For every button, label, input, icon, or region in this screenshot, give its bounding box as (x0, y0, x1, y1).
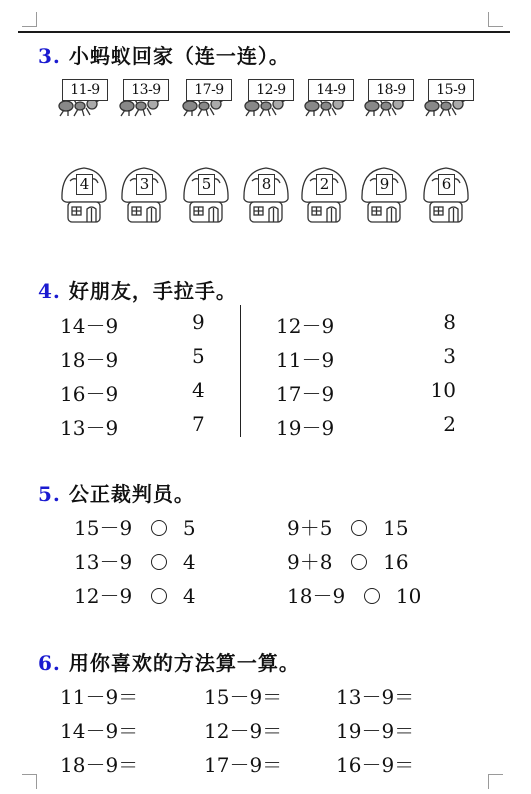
ant-card[interactable] (117, 76, 173, 116)
section-number: 5. (38, 482, 61, 506)
compare-row (287, 580, 421, 609)
section-title-text: 用你喜欢的方法算一算。 (68, 651, 300, 675)
house-number: 3 (136, 174, 153, 195)
mushroom-house[interactable] (118, 165, 170, 227)
house-number: 8 (258, 174, 275, 195)
section-number: 3. (38, 44, 61, 68)
compare-circle-blank[interactable] (351, 520, 367, 536)
ant-expression: 11-9 (62, 79, 108, 101)
compare-left-expr: 13－9 (74, 550, 133, 574)
header-rule (18, 31, 510, 33)
compare-row (74, 546, 196, 575)
compare-row (74, 512, 196, 541)
match-right-expr: 19－9 (276, 416, 335, 440)
match-right-expr: 17－9 (276, 382, 335, 406)
compare-right-value: 10 (395, 584, 422, 608)
compare-circle-blank[interactable] (151, 520, 167, 536)
section-6-title (38, 647, 300, 676)
mushroom-house[interactable] (358, 165, 410, 227)
compare-left-expr: 9＋8 (287, 550, 333, 574)
mushroom-house[interactable] (420, 165, 472, 227)
ant-card[interactable] (56, 76, 112, 116)
column-divider (240, 305, 241, 437)
compare-left-expr: 15－9 (74, 516, 133, 540)
compare-row (287, 512, 409, 541)
section-title-text: 公正裁判员。 (68, 482, 195, 506)
section-title-text: 小蚂蚁回家（连一连）。 (68, 44, 290, 68)
house-number: 4 (76, 174, 93, 195)
calc-item: 15－9＝ (204, 685, 283, 709)
section-5-title (38, 478, 195, 507)
calc-item: 14－9＝ (60, 719, 139, 743)
crop-mark-top-left (22, 12, 37, 27)
calc-item: 19－9＝ (336, 719, 415, 743)
match-right-expr: 12－9 (276, 314, 335, 338)
match-left-value: 4 (192, 378, 205, 402)
calc-item: 18－9＝ (60, 753, 139, 777)
match-left-expr: 14－9 (60, 314, 119, 338)
house-number: 2 (316, 174, 333, 195)
ant-expression: 18-9 (368, 79, 414, 101)
match-right-value: 10 (430, 378, 456, 402)
match-left-value: 7 (192, 412, 205, 436)
calc-item: 11－9＝ (60, 685, 139, 709)
match-left-expr: 13－9 (60, 416, 119, 440)
mushroom-house[interactable] (180, 165, 232, 227)
match-right-value: 2 (443, 412, 456, 436)
calc-item: 13－9＝ (336, 685, 415, 709)
compare-right-value: 16 (383, 550, 409, 574)
crop-mark-bottom-left (22, 774, 37, 789)
house-number: 6 (438, 174, 455, 195)
ant-card[interactable] (242, 76, 298, 116)
calc-item: 12－9＝ (204, 719, 283, 743)
calc-item: 16－9＝ (336, 753, 415, 777)
crop-mark-top-right (488, 12, 503, 27)
match-left-value: 9 (192, 310, 205, 334)
mushroom-house[interactable] (298, 165, 350, 227)
calc-item: 17－9＝ (204, 753, 283, 777)
section-title-text: 好朋友，手拉手。 (68, 279, 237, 303)
compare-right-value: 4 (182, 584, 196, 608)
ant-expression: 12-9 (248, 79, 294, 101)
match-right-value: 8 (443, 310, 456, 334)
compare-left-expr: 18－9 (287, 584, 346, 608)
compare-circle-blank[interactable] (364, 588, 380, 604)
ant-expression: 15-9 (428, 79, 474, 101)
ant-card[interactable] (362, 76, 418, 116)
crop-mark-bottom-right (488, 774, 503, 789)
ant-card[interactable] (422, 76, 478, 116)
ant-expression: 17-9 (186, 79, 232, 101)
ant-expression: 13-9 (123, 79, 169, 101)
match-left-expr: 18－9 (60, 348, 119, 372)
ant-card[interactable] (302, 76, 358, 116)
match-left-expr: 16－9 (60, 382, 119, 406)
compare-circle-blank[interactable] (151, 588, 167, 604)
house-number: 5 (198, 174, 215, 195)
section-number: 4. (38, 279, 61, 303)
compare-row (74, 580, 196, 609)
compare-left-expr: 12－9 (74, 584, 133, 608)
compare-left-expr: 9＋5 (287, 516, 333, 540)
compare-right-value: 15 (383, 516, 409, 540)
compare-right-value: 4 (182, 550, 196, 574)
house-number: 9 (376, 174, 393, 195)
compare-circle-blank[interactable] (351, 554, 367, 570)
compare-circle-blank[interactable] (151, 554, 167, 570)
ant-card[interactable] (180, 76, 236, 116)
section-number: 6. (38, 651, 61, 675)
compare-row (287, 546, 409, 575)
match-left-value: 5 (192, 344, 205, 368)
mushroom-house[interactable] (58, 165, 110, 227)
compare-right-value: 5 (182, 516, 196, 540)
match-right-expr: 11－9 (276, 348, 335, 372)
ant-expression: 14-9 (308, 79, 354, 101)
match-right-value: 3 (443, 344, 456, 368)
section-4-title (38, 275, 237, 304)
mushroom-house[interactable] (240, 165, 292, 227)
section-3-title (38, 40, 290, 69)
